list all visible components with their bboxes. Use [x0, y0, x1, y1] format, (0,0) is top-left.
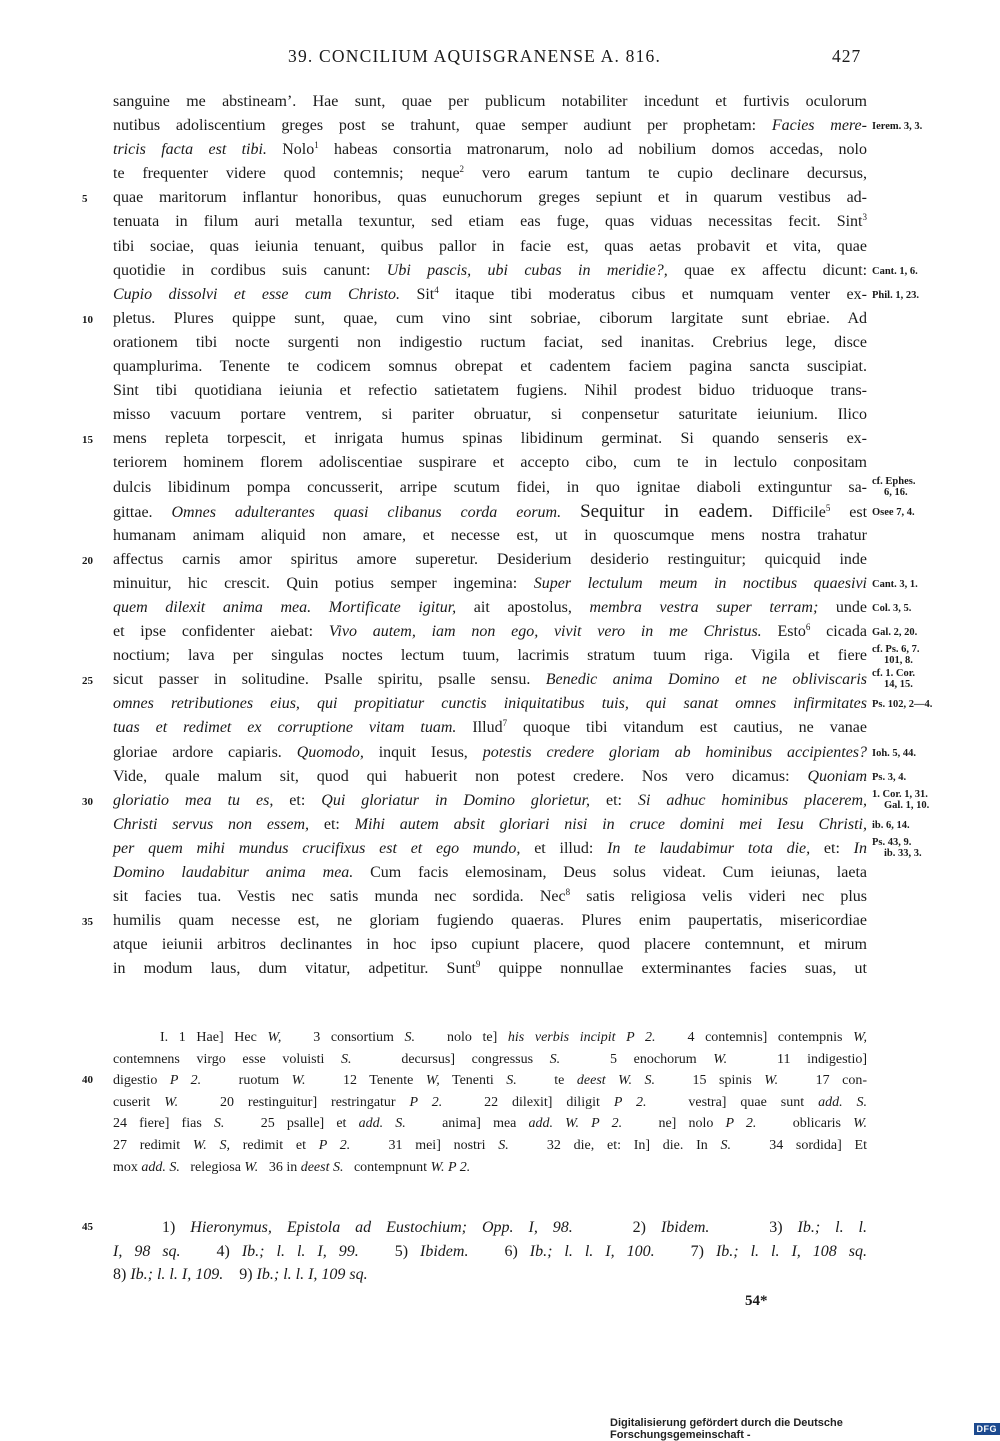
line-text: tuas et redimet ex corruptione vitam tuam. Illud$^7$ quoque tibi vitandum est cautius, ne vanae: [113, 716, 867, 740]
footnote-line: [0, 1240, 1000, 1264]
footer-credit: Digitalisierung gefördert durch die Deutsche Forschungsgemeinschaft -: [610, 1417, 970, 1441]
text-line: [0, 789, 1000, 813]
marginal-reference: Ierem. 3, 3.: [872, 121, 962, 132]
text-line: [0, 837, 1000, 861]
line-text: Vide, quale malum sit, quod qui habuerit non potest credere. Nos vero dicamus: Quoniam: [113, 765, 867, 789]
critical-apparatus: [0, 1027, 1000, 1178]
text-line: [0, 933, 1000, 957]
marginal-reference: Phil. 1, 23.: [872, 290, 962, 301]
line-text: Christi servus non essem, et: Mihi autem absit gloriari nisi in cruce domini mei Iesu Christi,: [113, 813, 867, 837]
line-text: Domino laudabitur anima mea. Cum facis elemosinam, Deus solus videat. Cum ieiunas, laeta: [113, 861, 867, 885]
marginal-reference: cf. Ephes. 6, 16.: [872, 476, 962, 498]
text-line: [0, 307, 1000, 331]
text-line: [0, 90, 1000, 114]
apparatus-text: digestio P 2. ruotum W. 12 Tenente W, Tenenti S. te deest W. S. 15 spinis W. 17 con-: [113, 1070, 867, 1092]
text-line: [0, 909, 1000, 933]
main-text-block: [0, 90, 1000, 981]
apparatus-line: [0, 1092, 1000, 1114]
running-header: [0, 46, 1000, 72]
marginal-reference: Ioh. 5, 44.: [872, 748, 962, 759]
apparatus-line: [0, 1027, 1000, 1049]
text-line: [0, 548, 1000, 572]
line-number: 40: [82, 1070, 106, 1092]
line-text: affectus carnis amor spiritus amore superetur. Desiderium desiderio restinguitur; quicquid inde: [113, 548, 867, 572]
page-number: 427: [832, 46, 861, 67]
text-line: [0, 427, 1000, 451]
marginal-reference: Ps. 3, 4.: [872, 772, 962, 783]
text-line: [0, 644, 1000, 668]
line-text: quamplurima. Tenente te codicem somnus obrepat et cadentem faciem pagina sancta suscipiat.: [113, 355, 867, 379]
line-text: dulcis libidinum pompa concusserit, arripe scutum fidei, in quo ignitae diaboli extinguntur sa-: [113, 476, 867, 500]
text-line: [0, 186, 1000, 210]
line-text: sicut passer in solitudine. Psalle spiritu, psalle sensu. Benedic anima Domino et ne obliviscaris: [113, 668, 867, 692]
line-text: gittae. Omnes adulterantes quasi clibanus corda eorum. Sequitur in eadem. Difficile$^5$ est: [113, 500, 867, 525]
marginal-reference: cf. Ps. 6, 7. 101, 8.: [872, 644, 962, 666]
apparatus-line: [0, 1157, 1000, 1179]
marginal-reference: Ps. 102, 2—4.: [872, 699, 962, 710]
apparatus-text: cuserit W. 20 restinguitur] restringatur P 2. 22 dilexit] diligit P 2. vestra] quae sunt add. S.: [113, 1092, 867, 1114]
line-text: noctium; lava per singulas noctes lectum tuum, lacrimis stratum tuum riga. Vigila et fiere: [113, 644, 867, 668]
text-line: [0, 138, 1000, 162]
line-text: atque ieiunii arbitros declinantes in hoc ipso cupiunt placere, quod placere contemnunt, et mirum: [113, 933, 867, 957]
line-text: humanam animam aliquid non amare, et necesse est, ut in quoscumque mens nostra trahatur: [113, 524, 867, 548]
dfg-logo-icon: DFG: [974, 1423, 1000, 1435]
apparatus-line: [0, 1070, 1000, 1092]
line-text: quae maritorum inflantur honoribus, quas eunuchorum greges sepiunt et in quarum vestibus ad-: [113, 186, 867, 210]
text-line: [0, 403, 1000, 427]
text-line: [0, 283, 1000, 307]
line-text: misso vacuum portare ventrem, si pariter obruatur, si conpensetur saturitate ieiunium. Ilico: [113, 403, 867, 427]
apparatus-text: mox add. S. relegiosa W. 36 in deest S. contempnunt W. P 2.: [113, 1157, 867, 1179]
apparatus-line: [0, 1135, 1000, 1157]
footnote-line: [0, 1216, 1000, 1240]
line-text: orationem tibi nocte surgenti non indigestio ructum faciat, sed inanitas. Crebrius lege, disce: [113, 331, 867, 355]
marginal-reference: Osee 7, 4.: [872, 507, 962, 518]
apparatus-text: 24 fiere] fias S. 25 psalle] et add. S. anima] mea add. W. P 2. ne] nolo P 2. oblicaris W.: [113, 1113, 867, 1135]
text-line: [0, 524, 1000, 548]
marginal-reference: ib. 6, 14.: [872, 820, 962, 831]
line-number: 35: [82, 910, 106, 934]
text-line: [0, 379, 1000, 403]
text-line: [0, 500, 1000, 524]
marginal-reference: Gal. 2, 20.: [872, 627, 962, 638]
running-title: 39. CONCILIUM AQUISGRANENSE A. 816.: [288, 46, 661, 67]
line-text: Cupio dissolvi et esse cum Christo. Sit$^4$ itaque tibi moderatus cibus et numquam venter ex-: [113, 283, 867, 307]
line-text: tibi sociae, quas ieiunia tenuant, quibus pallor in facie est, quas aetas probavit et vita, quae: [113, 235, 867, 259]
line-number: 15: [82, 428, 106, 452]
text-line: [0, 861, 1000, 885]
text-line: [0, 741, 1000, 765]
line-text: mens repleta torpescit, et inrigata humus spinas libidinum germinat. Si quando senseris ex-: [113, 427, 867, 451]
line-text: tricis facta est tibi. Nolo$^1$ habeas consortia matronarum, nolo ad nobilium domos accedas, nolo: [113, 138, 867, 162]
text-line: [0, 331, 1000, 355]
text-line: [0, 210, 1000, 234]
marginal-reference: Ps. 43, 9. ib. 33, 3.: [872, 837, 962, 859]
marginal-reference: Col. 3, 5.: [872, 603, 962, 614]
line-text: gloriae ardore capiaris. Quomodo, inquit Iesus, potestis credere gloriam ab hominibus accipientes?: [113, 741, 867, 765]
line-text: humilis quam necesse est, ne gloriam fugiendo quaeras. Plures enim paupertatis, misericordiae: [113, 909, 867, 933]
text-line: [0, 572, 1000, 596]
apparatus-text: I. 1 Hae] Hec W, 3 consortium S. nolo te] his verbis incipit P 2. 4 contemnis] contempnis W,: [160, 1027, 867, 1049]
line-number: 25: [82, 669, 106, 693]
footnote-text: 8) Ib.; l. l. I, 109. 9) Ib.; l. l. I, 109 sq.: [113, 1263, 867, 1287]
text-line: [0, 235, 1000, 259]
apparatus-text: contemnens virgo esse voluisti S. decursus] congressus S. 5 enochorum W. 11 indigestio]: [113, 1049, 867, 1071]
line-text: pletus. Plures quippe sunt, quae, cum vino sint sobriae, ciborum largitate sunt ebriae. Ad: [113, 307, 867, 331]
apparatus-line: [0, 1049, 1000, 1071]
text-line: [0, 692, 1000, 716]
text-line: [0, 620, 1000, 644]
text-line: [0, 259, 1000, 283]
line-text: nutibus adoliscentium greges post se trahunt, quae semper audiunt per prophetam: Facies mere-: [113, 114, 867, 138]
line-text: gloriatio mea tu es, et: Qui gloriatur in Domino glorietur, et: Si adhuc hominibus placerem,: [113, 789, 867, 813]
line-number: 5: [82, 187, 106, 211]
line-text: sit facies tua. Vestis nec satis munda nec sordida. Nec$^8$ satis religiosa velis videri nec plus: [113, 885, 867, 909]
line-text: minuitur, hic crescit. Quin potius semper ingemina: Super lectulum meum in noctibus quaesivi: [113, 572, 867, 596]
source-footnotes: [0, 1216, 1000, 1287]
line-text: quem dilexit anima mea. Mortificate igitur, ait apostolus, membra vestra super terram; unde: [113, 596, 867, 620]
footnote-text: 1) Hieronymus, Epistola ad Eustochium; Opp. I, 98. 2) Ibidem. 3) Ib.; l. l.: [162, 1216, 867, 1240]
line-text: in modum laus, dum vitatur, adpetitur. Sunt$^9$ quippe nonnullae exterminantes facies suas, ut: [113, 957, 867, 981]
text-line: [0, 355, 1000, 379]
text-line: [0, 885, 1000, 909]
line-text: teriorem hominem florem adoliscentiae suspirare et accepto cibo, cum te in lectulo conpositam: [113, 451, 867, 475]
line-text: quotidie in cordibus suis canunt: Ubi pascis, ubi cubas in meridie?, quae ex affectu dicunt:: [113, 259, 867, 283]
line-number: 20: [82, 549, 106, 573]
line-number: 30: [82, 790, 106, 814]
marginal-reference: 1. Cor. 1, 31. Gal. 1, 10.: [872, 789, 962, 811]
line-text: omnes retributiones eius, qui propitiatur cunctis iniquitatibus tuis, qui sanat omnes infirmitates: [113, 692, 867, 716]
text-line: [0, 813, 1000, 837]
sheet-signature: 54*: [745, 1293, 768, 1310]
marginal-reference: cf. 1. Cor. 14, 15.: [872, 668, 962, 690]
text-line: [0, 451, 1000, 475]
text-line: [0, 716, 1000, 740]
footnote-text: I, 98 sq. 4) Ib.; l. l. I, 99. 5) Ibidem. 6) Ib.; l. l. I, 100. 7) Ib.; l. l. I, 108 sq.: [113, 1240, 867, 1264]
line-text: per quem mihi mundus crucifixus est et ego mundo, et illud: In te laudabimur tota die, et: In: [113, 837, 867, 861]
footnote-line: [0, 1263, 1000, 1287]
text-line: [0, 596, 1000, 620]
text-line: [0, 476, 1000, 500]
line-text: Sint tibi quotidiana ieiunia et refectio satietatem fugiens. Nihil prodest biduo triduoque trans-: [113, 379, 867, 403]
text-line: [0, 765, 1000, 789]
digitization-footer: [610, 1421, 1000, 1437]
line-text: sanguine me abstineam’. Hae sunt, quae per publicum notabiliter incedunt et furtivis oculorum: [113, 90, 867, 114]
marginal-reference: Cant. 1, 6.: [872, 266, 962, 277]
text-line: [0, 162, 1000, 186]
apparatus-line: [0, 1113, 1000, 1135]
apparatus-text: 27 redimit W. S, redimit et P 2. 31 mei] nostri S. 32 die, et: In] die. In S. 34 sordida] Et: [113, 1135, 867, 1157]
line-text: tenuata in filum auri metalla texuntur, sed etiam eas fuge, quas viduas necessitas fecit. Sint$^3$: [113, 210, 867, 234]
text-line: [0, 668, 1000, 692]
line-text: te frequenter videre quod contemnis; neque$^2$ vero earum tantum te cupio declinare decursus,: [113, 162, 867, 186]
line-text: et ipse confidenter aiebat: Vivo autem, iam non ego, vivit vero in me Christus. Esto$^6$ cicada: [113, 620, 867, 644]
text-line: [0, 957, 1000, 981]
line-number: 45: [82, 1216, 106, 1240]
line-number: 10: [82, 308, 106, 332]
text-line: [0, 114, 1000, 138]
marginal-reference: Cant. 3, 1.: [872, 579, 962, 590]
